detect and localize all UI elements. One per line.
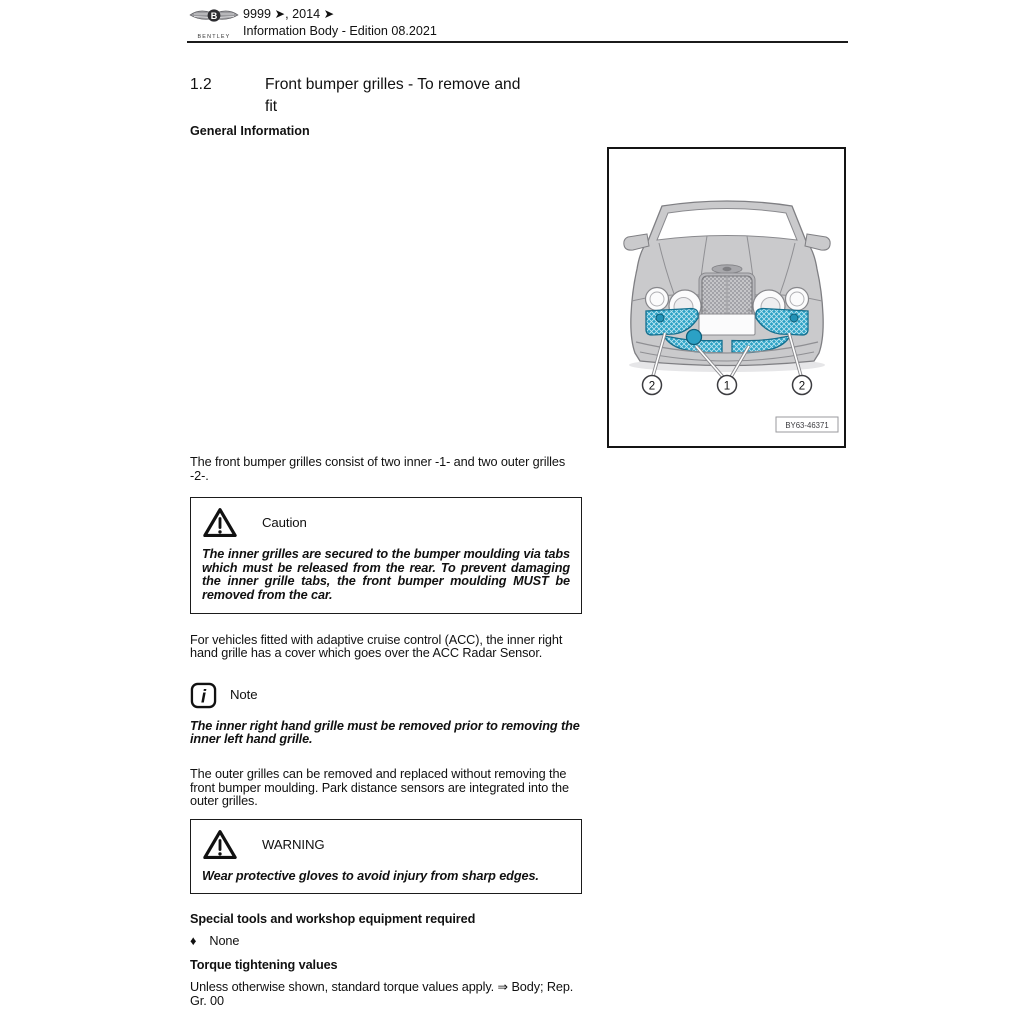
header-rule bbox=[187, 41, 848, 43]
note-label: Note bbox=[230, 687, 258, 703]
note-block bbox=[190, 682, 582, 747]
caution-label: Caution bbox=[262, 515, 307, 531]
park-sensor-right bbox=[790, 314, 798, 322]
figure-code bbox=[776, 417, 838, 432]
warning-header bbox=[202, 829, 570, 861]
section-number: 1.2 bbox=[190, 76, 212, 93]
callout-1-label: 1 bbox=[723, 380, 731, 393]
park-sensor-left bbox=[656, 314, 664, 322]
header-text bbox=[243, 6, 437, 40]
caution-box bbox=[190, 497, 582, 613]
note-text: The inner right hand grille must be removed prior to removing the inner left hand grille. bbox=[190, 718, 580, 747]
section-title-text bbox=[265, 74, 565, 118]
caution-text: The inner grilles are secured to the bumper moulding via tabs which must be released from the rear. To prevent damaging the inner grille tabs, the front bumper moulding MUST be removed from the car. bbox=[202, 547, 570, 602]
figure-code-label: BY63-46371 bbox=[785, 421, 829, 430]
section-title-line1: Front bumper grilles - To remove and bbox=[265, 76, 521, 93]
torque-text: Unless otherwise shown, standard torque values apply. ⇒ Body; Rep. Gr. 00 bbox=[190, 980, 574, 1008]
outer-grilles-paragraph: The outer grilles can be removed and replaced without removing the front bumper moulding. Park distance sensors are integrated into the outer grilles. bbox=[190, 766, 569, 809]
tools-item-text: None bbox=[209, 933, 240, 948]
warning-triangle-icon bbox=[202, 507, 238, 539]
info-icon bbox=[190, 682, 217, 709]
warning-text: Wear protective gloves to avoid injury from sharp edges. bbox=[202, 868, 539, 883]
header-edition: Information Body - Edition 08.2021 bbox=[243, 24, 437, 38]
figure-front-bumper-grilles bbox=[607, 147, 846, 448]
warning-box bbox=[190, 819, 582, 895]
car-front-view-illustration bbox=[609, 149, 844, 446]
special-tools-heading: Special tools and workshop equipment required bbox=[190, 912, 476, 927]
logo-letter: B bbox=[210, 10, 218, 21]
callout-2-right-label: 2 bbox=[798, 380, 806, 393]
torque-heading: Torque tightening values bbox=[190, 957, 338, 972]
fog-lamp bbox=[687, 330, 702, 345]
intro-paragraph: The front bumper grilles consist of two inner -1- and two outer grilles -2-. bbox=[190, 455, 566, 483]
bentley-badge bbox=[712, 265, 742, 273]
logo-brand-text: BENTLEY bbox=[197, 34, 231, 40]
tools-list-item bbox=[190, 935, 582, 949]
callout-1-centre bbox=[718, 376, 737, 395]
general-information-heading: General Information bbox=[190, 124, 310, 138]
windshield bbox=[657, 209, 797, 241]
section-title bbox=[190, 74, 565, 118]
bentley-logo-icon bbox=[187, 5, 241, 41]
header-model-years: 9999 ➤, 2014 ➤ bbox=[243, 7, 335, 21]
acc-paragraph: For vehicles fitted with adaptive cruise control (ACC), the inner right hand grille has a cover which goes over the ACC Radar Sensor. bbox=[190, 632, 563, 661]
info-icon-letter: i bbox=[201, 685, 206, 706]
callout-2-right bbox=[793, 376, 812, 395]
caution-header bbox=[202, 507, 570, 539]
callout-2-left-label: 2 bbox=[648, 380, 656, 393]
callout-2-left bbox=[643, 376, 662, 395]
warning-triangle-icon bbox=[202, 829, 238, 861]
diamond-bullet-icon: ♦ bbox=[190, 933, 197, 948]
warning-label: WARNING bbox=[262, 836, 325, 852]
body-column bbox=[190, 456, 582, 1008]
section-title-line2: fit bbox=[265, 98, 278, 115]
note-header bbox=[190, 682, 582, 709]
